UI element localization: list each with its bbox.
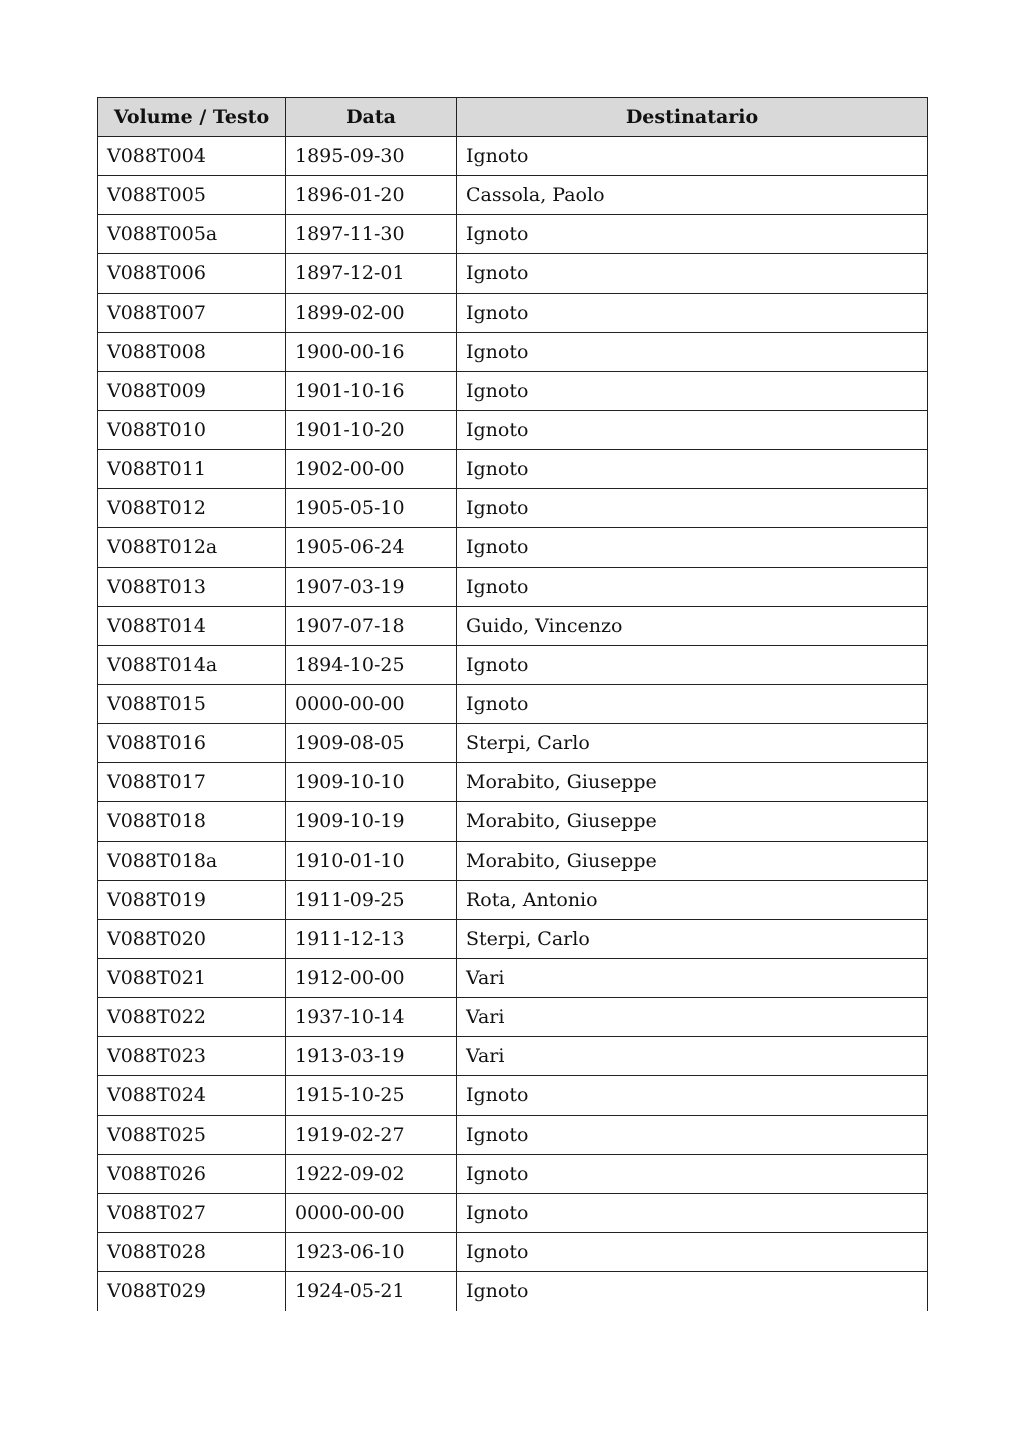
cell-destinatario: Guido, Vincenzo — [457, 606, 928, 645]
cell-data: 1913-03-19 — [286, 1037, 457, 1076]
cell-volume-testo: V088T004 — [98, 137, 286, 176]
cell-destinatario: Ignoto — [457, 1115, 928, 1154]
cell-destinatario: Ignoto — [457, 215, 928, 254]
cell-destinatario: Ignoto — [457, 371, 928, 410]
table-row — [98, 332, 928, 371]
cell-destinatario: Sterpi, Carlo — [457, 724, 928, 763]
cell-volume-testo: V088T005a — [98, 215, 286, 254]
cell-destinatario: Cassola, Paolo — [457, 176, 928, 215]
cell-data: 1915-10-25 — [286, 1076, 457, 1115]
cell-volume-testo: V088T011 — [98, 450, 286, 489]
cell-data: 1895-09-30 — [286, 137, 457, 176]
cell-destinatario: Ignoto — [457, 410, 928, 449]
table-row — [98, 841, 928, 880]
table-row — [98, 1272, 928, 1311]
cell-volume-testo: V088T028 — [98, 1232, 286, 1271]
cell-data: 1912-00-00 — [286, 958, 457, 997]
table-row — [98, 802, 928, 841]
cell-destinatario: Ignoto — [457, 1232, 928, 1271]
cell-data: 1901-10-20 — [286, 410, 457, 449]
cell-destinatario: Morabito, Giuseppe — [457, 802, 928, 841]
table-row — [98, 763, 928, 802]
cell-destinatario: Morabito, Giuseppe — [457, 841, 928, 880]
cell-data: 1907-07-18 — [286, 606, 457, 645]
cell-volume-testo: V088T025 — [98, 1115, 286, 1154]
cell-destinatario: Vari — [457, 998, 928, 1037]
cell-destinatario: Ignoto — [457, 137, 928, 176]
table-body — [98, 137, 928, 1311]
cell-destinatario: Ignoto — [457, 293, 928, 332]
table-row — [98, 410, 928, 449]
table-row — [98, 1154, 928, 1193]
cell-data: 1902-00-00 — [286, 450, 457, 489]
cell-volume-testo: V088T019 — [98, 880, 286, 919]
cell-data: 0000-00-00 — [286, 1193, 457, 1232]
table-row — [98, 215, 928, 254]
cell-destinatario: Ignoto — [457, 489, 928, 528]
cell-destinatario: Ignoto — [457, 1193, 928, 1232]
table-row — [98, 880, 928, 919]
cell-volume-testo: V088T026 — [98, 1154, 286, 1193]
cell-volume-testo: V088T018 — [98, 802, 286, 841]
cell-volume-testo: V088T018a — [98, 841, 286, 880]
cell-volume-testo: V088T013 — [98, 567, 286, 606]
table-row — [98, 919, 928, 958]
cell-destinatario: Vari — [457, 958, 928, 997]
table-row — [98, 371, 928, 410]
table-row — [98, 137, 928, 176]
table-row — [98, 489, 928, 528]
cell-volume-testo: V088T020 — [98, 919, 286, 958]
table-row — [98, 998, 928, 1037]
cell-destinatario: Ignoto — [457, 332, 928, 371]
table-row — [98, 528, 928, 567]
cell-destinatario: Vari — [457, 1037, 928, 1076]
cell-volume-testo: V088T010 — [98, 410, 286, 449]
cell-destinatario: Ignoto — [457, 1076, 928, 1115]
table-row — [98, 1232, 928, 1271]
cell-destinatario: Ignoto — [457, 254, 928, 293]
cell-data: 1909-08-05 — [286, 724, 457, 763]
cell-volume-testo: V088T015 — [98, 684, 286, 723]
table-row — [98, 293, 928, 332]
cell-volume-testo: V088T022 — [98, 998, 286, 1037]
cell-volume-testo: V088T014a — [98, 645, 286, 684]
cell-data: 1924-05-21 — [286, 1272, 457, 1311]
cell-data: 1897-11-30 — [286, 215, 457, 254]
table-row — [98, 1037, 928, 1076]
cell-data: 1911-09-25 — [286, 880, 457, 919]
cell-data: 1907-03-19 — [286, 567, 457, 606]
cell-data: 1911-12-13 — [286, 919, 457, 958]
table-row — [98, 724, 928, 763]
table-row — [98, 684, 928, 723]
cell-volume-testo: V088T012 — [98, 489, 286, 528]
table-row — [98, 645, 928, 684]
cell-destinatario: Ignoto — [457, 1154, 928, 1193]
table-row — [98, 1115, 928, 1154]
cell-volume-testo: V088T014 — [98, 606, 286, 645]
cell-data: 1910-01-10 — [286, 841, 457, 880]
cell-destinatario: Ignoto — [457, 1272, 928, 1311]
column-header-data: Data — [286, 98, 457, 137]
letters-table — [97, 97, 928, 1311]
cell-data: 1899-02-00 — [286, 293, 457, 332]
table-row — [98, 958, 928, 997]
column-header-volume-testo: Volume / Testo — [98, 98, 286, 137]
cell-data: 1901-10-16 — [286, 371, 457, 410]
cell-destinatario: Ignoto — [457, 567, 928, 606]
cell-destinatario: Sterpi, Carlo — [457, 919, 928, 958]
cell-volume-testo: V088T012a — [98, 528, 286, 567]
cell-volume-testo: V088T023 — [98, 1037, 286, 1076]
cell-data: 0000-00-00 — [286, 684, 457, 723]
cell-data: 1923-06-10 — [286, 1232, 457, 1271]
cell-volume-testo: V088T006 — [98, 254, 286, 293]
table-row — [98, 1193, 928, 1232]
cell-volume-testo: V088T027 — [98, 1193, 286, 1232]
cell-data: 1897-12-01 — [286, 254, 457, 293]
table-row — [98, 254, 928, 293]
cell-volume-testo: V088T017 — [98, 763, 286, 802]
cell-volume-testo: V088T016 — [98, 724, 286, 763]
cell-data: 1922-09-02 — [286, 1154, 457, 1193]
cell-data: 1905-06-24 — [286, 528, 457, 567]
cell-data: 1894-10-25 — [286, 645, 457, 684]
cell-data: 1937-10-14 — [286, 998, 457, 1037]
cell-volume-testo: V088T021 — [98, 958, 286, 997]
cell-data: 1900-00-16 — [286, 332, 457, 371]
cell-destinatario: Ignoto — [457, 684, 928, 723]
cell-data: 1896-01-20 — [286, 176, 457, 215]
cell-destinatario: Morabito, Giuseppe — [457, 763, 928, 802]
cell-data: 1905-05-10 — [286, 489, 457, 528]
table-header-row — [98, 98, 928, 137]
table-row — [98, 176, 928, 215]
cell-volume-testo: V088T024 — [98, 1076, 286, 1115]
cell-data: 1909-10-10 — [286, 763, 457, 802]
cell-volume-testo: V088T029 — [98, 1272, 286, 1311]
cell-volume-testo: V088T007 — [98, 293, 286, 332]
cell-data: 1919-02-27 — [286, 1115, 457, 1154]
cell-destinatario: Ignoto — [457, 450, 928, 489]
table-row — [98, 606, 928, 645]
table-row — [98, 450, 928, 489]
cell-destinatario: Rota, Antonio — [457, 880, 928, 919]
cell-volume-testo: V088T005 — [98, 176, 286, 215]
cell-volume-testo: V088T008 — [98, 332, 286, 371]
column-header-destinatario: Destinatario — [457, 98, 928, 137]
table-row — [98, 567, 928, 606]
cell-destinatario: Ignoto — [457, 645, 928, 684]
cell-volume-testo: V088T009 — [98, 371, 286, 410]
cell-data: 1909-10-19 — [286, 802, 457, 841]
cell-destinatario: Ignoto — [457, 528, 928, 567]
table-row — [98, 1076, 928, 1115]
